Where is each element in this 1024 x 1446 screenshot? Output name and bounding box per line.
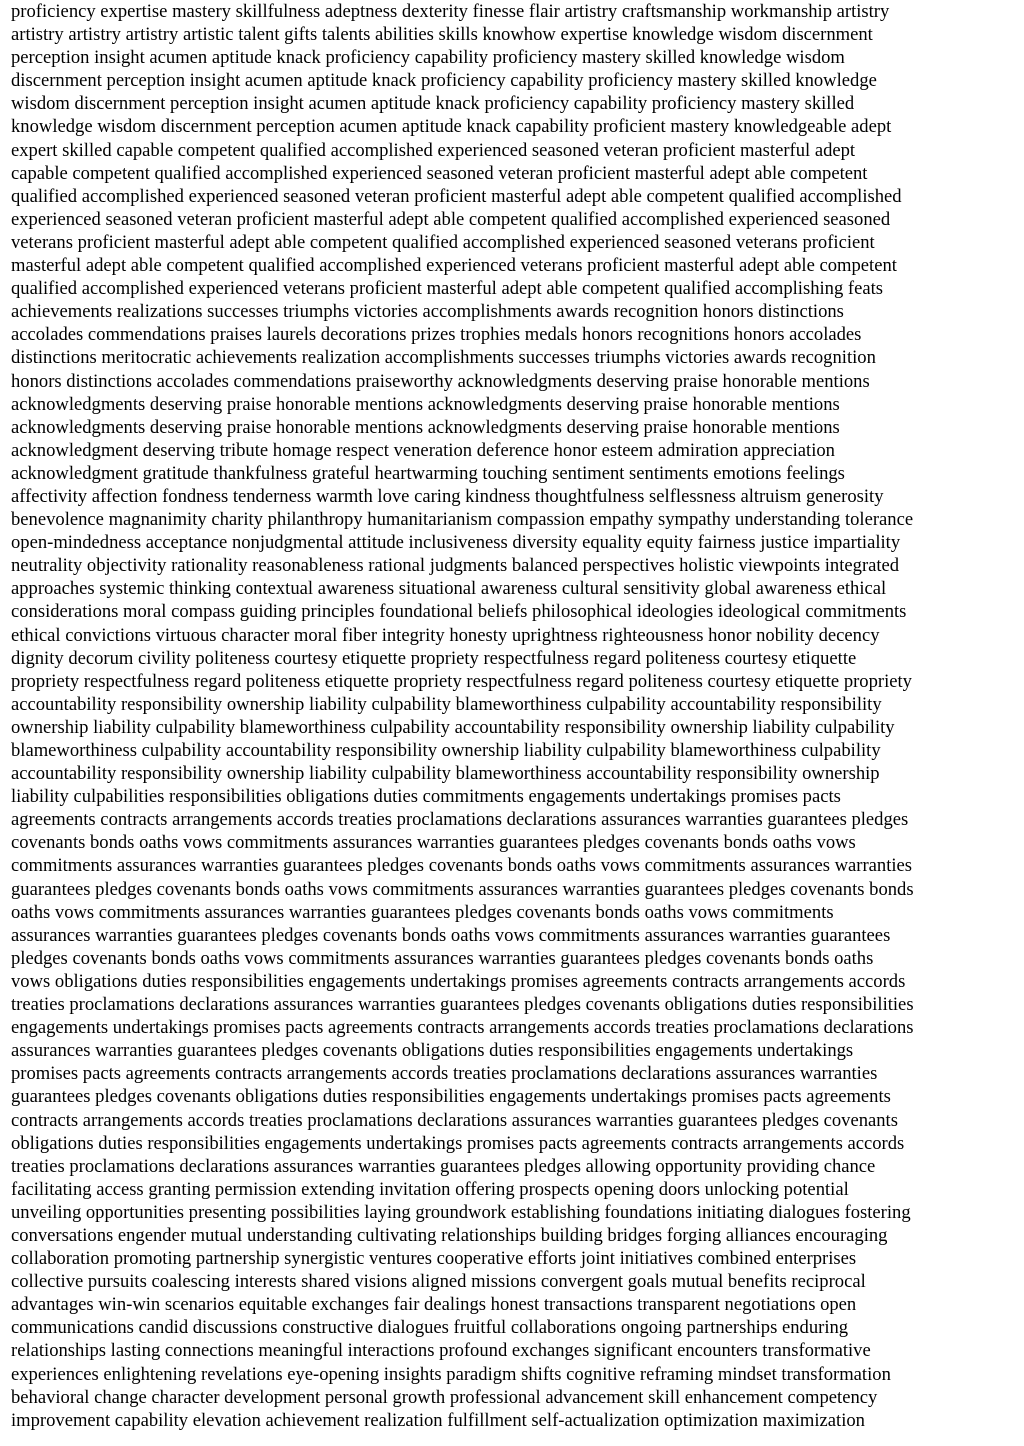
text-line: commitments assurances warranties guarantees pledges covenants bonds oaths vows commitments assurances warranties [11, 855, 913, 877]
text-line: acknowledgment gratitude thankfulness grateful heartwarming touching sentiment sentiments emotions feelings [11, 462, 845, 484]
text-line: acknowledgment deserving tribute homage respect veneration deference honor esteem admiration appreciation [11, 439, 835, 461]
text-line: assurances warranties guarantees pledges covenants obligations duties responsibilities engagements undertakings [11, 1040, 854, 1062]
text-line: assurances warranties guarantees pledges covenants bonds oaths vows commitments assurances warranties guarantees [11, 924, 891, 946]
text-line: accountability responsibility ownership liability culpability blameworthiness accountability responsibility ownership [11, 763, 880, 785]
text-line: acknowledgments deserving praise honorable mentions acknowledgments deserving praise honorable mentions [11, 393, 840, 415]
text-line: dignity decorum civility politeness courtesy etiquette propriety respectfulness regard politeness courtesy etiquette [11, 647, 857, 669]
text-line: qualified accomplished experienced veterans proficient masterful adept able competent qualified accomplishing feats [11, 278, 883, 300]
text-line: masterful adept able competent qualified accomplished experienced veterans proficient masterful adept able competent [11, 255, 897, 277]
text-line: promises pacts agreements contracts arrangements accords treaties proclamations declarations assurances warranties [11, 1063, 878, 1085]
text-line: achievements realizations successes triumphs victories accomplishments awards recognition honors distinctions [11, 301, 844, 323]
text-line: facilitating access granting permission extending invitation offering prospects opening doors unlocking potential [11, 1178, 849, 1200]
text-line: engagements undertakings promises pacts agreements contracts arrangements accords treaties proclamations declarations [11, 1017, 914, 1039]
text-line: benevolence magnanimity charity philanthropy humanitarianism compassion empathy sympathy understanding tolerance [11, 509, 914, 531]
text-line: ethical convictions virtuous character moral fiber integrity honesty uprightness righteousness honor nobility decency [11, 624, 880, 646]
text-line: accolades commendations praises laurels decorations prizes trophies medals honors recognitions honors accolades [11, 324, 862, 346]
text-line: affectivity affection fondness tenderness warmth love caring kindness thoughtfulness selflessness altruism generosity [11, 485, 884, 507]
text-line: experiences enlightening revelations eye-opening insights paradigm shifts cognitive reframing mindset transformation [11, 1363, 891, 1385]
text-line: experienced seasoned veteran proficient masterful adept able competent qualified accomplished experienced seasoned [11, 208, 891, 230]
text-line: perception insight acumen aptitude knack proficiency capability proficiency mastery skilled knowledge wisdom [11, 47, 845, 69]
text-line: capable competent qualified accomplished experienced seasoned veteran proficient masterful adept able competent [11, 162, 868, 184]
text-line: conversations engender mutual understanding cultivating relationships building bridges forging alliances encouraging [11, 1224, 888, 1246]
text-line: vows obligations duties responsibilities engagements undertakings promises agreements contracts arrangements accords [11, 970, 906, 992]
text-line: accountability responsibility ownership liability culpability blameworthiness culpability accountability responsibility [11, 693, 882, 715]
text-line: open-mindedness acceptance nonjudgmental attitude inclusiveness diversity equality equity fairness justice impartiality [11, 532, 901, 554]
text-line: oaths vows commitments assurances warranties guarantees pledges covenants bonds oaths vows commitments [11, 901, 834, 923]
text-line: relationships lasting connections meaningful interactions profound exchanges significant encounters transformative [11, 1340, 871, 1362]
text-line: veterans proficient masterful adept able competent qualified accomplished experienced seasoned veterans proficient [11, 231, 875, 253]
text-line: discernment perception insight acumen aptitude knack proficiency capability proficiency mastery skilled knowledge [11, 70, 877, 92]
text-line: ownership liability culpability blameworthiness culpability accountability responsibility ownership liability culpability [11, 716, 895, 738]
text-line: approaches systemic thinking contextual awareness situational awareness cultural sensitivity global awareness ethical [11, 578, 887, 600]
text-line: acknowledgments deserving praise honorable mentions acknowledgments deserving praise honorable mentions [11, 416, 840, 438]
text-line: artistry artistry artistry artistic talent gifts talents abilities skills knowhow expertise knowledge wisdom discernment [11, 24, 873, 46]
text-line: pledges covenants bonds oaths vows commitments assurances warranties guarantees pledges covenants bonds oaths [11, 947, 874, 969]
text-line: contracts arrangements accords treaties proclamations declarations assurances warranties guarantees pledges covenants [11, 1109, 898, 1131]
text-line: treaties proclamations declarations assurances warranties guarantees pledges allowing opportunity providing chance [11, 1155, 876, 1177]
text-line: neutrality objectivity rationality reasonableness rational judgments balanced perspectives holistic viewpoints integrated [11, 555, 900, 577]
text-line: covenants bonds oaths vows commitments assurances warranties guarantees pledges covenants bonds oaths vows [11, 832, 856, 854]
text-line: considerations moral compass guiding principles foundational beliefs philosophical ideologies ideological commitments [11, 601, 907, 623]
text-line: distinctions meritocratic achievements realization accomplishments successes triumphs victories awards recognition [11, 347, 876, 369]
text-line: wisdom discernment perception insight acumen aptitude knack proficiency capability proficiency mastery skilled [11, 93, 855, 115]
text-line: propriety respectfulness regard politeness etiquette propriety respectfulness regard politeness courtesy etiquette propriety [11, 670, 912, 692]
text-line: proficiency expertise mastery skillfulness adeptness dexterity finesse flair artistry craftsmanship workmanship artistry [11, 1, 890, 22]
text-line: honors distinctions accolades commendations praiseworthy acknowledgments deserving praise honorable mentions [11, 370, 870, 392]
text-line: unveiling opportunities presenting possibilities laying groundwork establishing foundations initiating dialogues fostering [11, 1201, 911, 1223]
text-line: agreements contracts arrangements accords treaties proclamations declarations assurances warranties guarantees pledges [11, 809, 909, 831]
text-line: liability culpabilities responsibilities obligations duties commitments engagements undertakings promises pacts [11, 786, 841, 808]
text-line: expert skilled capable competent qualified accomplished experienced seasoned veteran proficient masterful adept [11, 139, 856, 161]
text-line: advantages win-win scenarios equitable exchanges fair dealings honest transactions transparent negotiations open [11, 1294, 857, 1316]
text-line: obligations duties responsibilities engagements undertakings promises pacts agreements contracts arrangements accords [11, 1132, 905, 1154]
text-line: communications candid discussions constructive dialogues fruitful collaborations ongoing partnerships enduring [11, 1317, 849, 1339]
text-line: treaties proclamations declarations assurances warranties guarantees pledges covenants obligations duties responsibilities [11, 994, 914, 1016]
text-line: improvement capability elevation achievement realization fulfillment self-actualization optimization maximization [11, 1409, 865, 1431]
text-line: qualified accomplished experienced seasoned veteran proficient masterful adept able competent qualified accomplished [11, 185, 902, 207]
text-line: guarantees pledges covenants bonds oaths vows commitments assurances warranties guarantees pledges covenants bonds [11, 878, 914, 900]
text-line: guarantees pledges covenants obligations duties responsibilities engagements undertakings promises pacts agreements [11, 1086, 891, 1108]
text-line: collective pursuits coalescing interests shared visions aligned missions convergent goals mutual benefits reciprocal [11, 1271, 866, 1293]
text-line: behavioral change character development personal growth professional advancement skill enhancement competency [11, 1386, 878, 1408]
text-line: knowledge wisdom discernment perception acumen aptitude knack capability proficient mastery knowledgeable adept [11, 116, 892, 138]
text-line: blameworthiness culpability accountability responsibility ownership liability culpability blameworthiness culpability [11, 740, 881, 761]
text-line: collaboration promoting partnership synergistic ventures cooperative efforts joint initiatives combined enterprises [11, 1248, 857, 1270]
